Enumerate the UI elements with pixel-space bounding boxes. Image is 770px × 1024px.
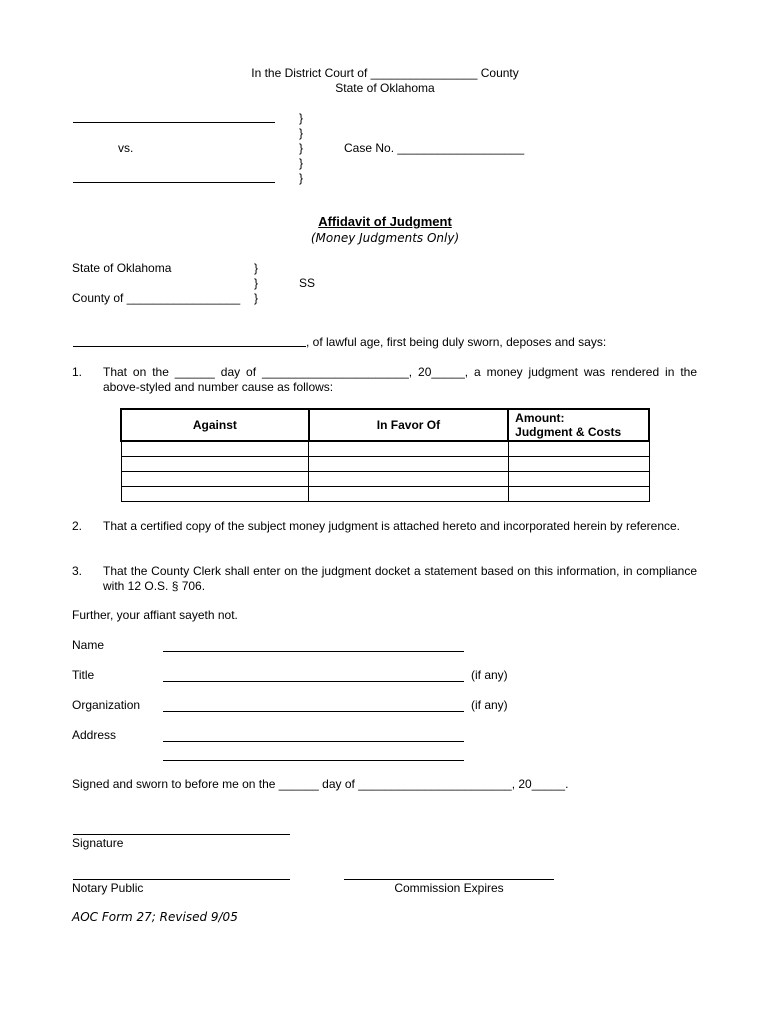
further-text: Further, your affiant sayeth not. — [72, 608, 238, 622]
table-cell[interactable] — [309, 441, 508, 457]
table-cell[interactable] — [121, 441, 309, 457]
title-field[interactable] — [163, 681, 464, 682]
signature-label: Signature — [72, 836, 124, 850]
table-row — [121, 441, 649, 457]
table-cell[interactable] — [309, 472, 508, 487]
intro-text: , of lawful age, first being duly sworn, deposes and says: — [306, 335, 607, 349]
column-header-in-favor: In Favor Of — [309, 409, 508, 441]
document-title: Affidavit of Judgment — [318, 214, 452, 229]
column-header-against: Against — [121, 409, 309, 441]
table-cell[interactable] — [121, 487, 309, 502]
item-text: That a certified copy of the subject money judgment is attached hereto and incorporated herein by reference. — [103, 519, 681, 533]
venue-brace: } — [254, 276, 259, 290]
defendant-line[interactable] — [73, 182, 275, 183]
item-number: 1. — [72, 365, 83, 379]
table-cell[interactable] — [309, 487, 508, 502]
table-row — [121, 457, 649, 472]
address-field-line2[interactable] — [163, 760, 464, 761]
name-field[interactable] — [163, 651, 464, 652]
organization-label: Organization — [72, 698, 141, 712]
venue-brace: } — [254, 261, 259, 275]
affiant-name-line[interactable] — [73, 346, 306, 347]
notary-label: Notary Public — [72, 881, 144, 895]
item-text: That the County Clerk shall enter on the judgment docket a statement based on this information, in compliance with 12 O.S. § 706. — [103, 564, 697, 593]
signature-line[interactable] — [73, 834, 290, 835]
venue-brace: } — [254, 291, 259, 305]
caption-brace: } — [299, 156, 304, 170]
plaintiff-line[interactable] — [73, 122, 275, 123]
vs-label: vs. — [118, 141, 134, 155]
item-number: 3. — [72, 564, 83, 578]
address-label: Address — [72, 728, 117, 742]
table-cell[interactable] — [309, 457, 508, 472]
case-number-field[interactable]: Case No. ___________________ — [344, 141, 525, 155]
item-number: 2. — [72, 519, 83, 533]
table-cell[interactable] — [508, 441, 649, 457]
column-header-amount — [508, 409, 649, 441]
caption-brace: } — [299, 111, 304, 125]
caption-brace: } — [299, 141, 304, 155]
venue-state: State of Oklahoma — [72, 261, 172, 275]
table-cell[interactable] — [508, 457, 649, 472]
table-cell[interactable] — [121, 472, 309, 487]
table-cell[interactable] — [508, 487, 649, 502]
caption-brace: } — [299, 171, 304, 185]
amount-header-line: Judgment & Costs — [515, 425, 622, 439]
title-label: Title — [72, 668, 95, 682]
sworn-statement: Signed and sworn to before me on the ______ day of _______________________, 20_____. — [72, 777, 569, 791]
venue-ss: SS — [299, 276, 316, 290]
table-cell[interactable] — [508, 472, 649, 487]
address-field-line1[interactable] — [163, 741, 464, 742]
venue-county-field[interactable]: County of _________________ — [72, 291, 241, 305]
table-row — [121, 472, 649, 487]
notary-line[interactable] — [73, 879, 290, 880]
title-if-any: (if any) — [471, 668, 508, 682]
name-label: Name — [72, 638, 105, 652]
commission-line[interactable] — [344, 879, 554, 880]
organization-field[interactable] — [163, 711, 464, 712]
court-heading: In the District Court of ________________ County — [251, 66, 519, 80]
form-footer: AOC Form 27; Revised 9/05 — [72, 910, 238, 924]
organization-if-any: (if any) — [471, 698, 508, 712]
item-text: That on the ______ day of ______________________, 20_____, a money judgment was rendered in the above-styled and number cause as follows: — [103, 365, 697, 394]
amount-header-line: Amount: — [515, 411, 565, 425]
caption-brace: } — [299, 126, 304, 140]
table-cell[interactable] — [121, 457, 309, 472]
document-subtitle: (Money Judgments Only) — [310, 231, 460, 245]
state-heading: State of Oklahoma — [335, 81, 435, 95]
table-row — [121, 487, 649, 502]
commission-label: Commission Expires — [394, 881, 504, 895]
judgment-table — [120, 408, 650, 502]
